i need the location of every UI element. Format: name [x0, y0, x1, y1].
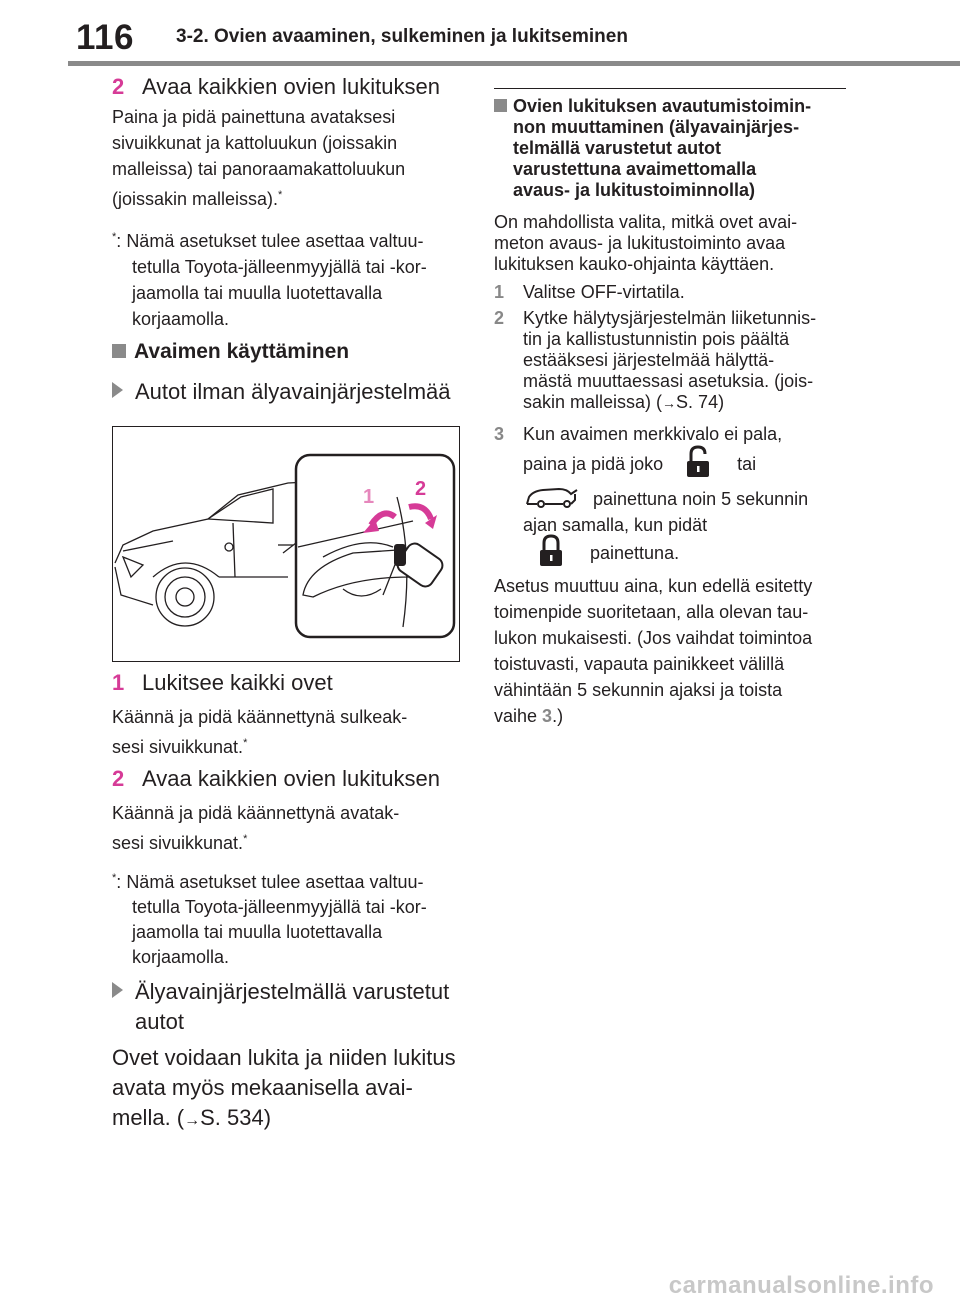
step-title: Avaa kaikkien ovien lukituksen — [142, 74, 440, 99]
body-line: sivuikkunat ja kattoluukun (joissakin — [112, 133, 398, 153]
step-number: 2 — [112, 74, 125, 99]
right-step-3-line5 — [538, 534, 838, 572]
body-line: paina ja pidä joko — [523, 453, 664, 474]
body-line: On mahdollista valita, mitkä ovet avai- — [494, 212, 798, 232]
body-line: tai — [737, 453, 757, 474]
body-line: toimenpide suoritetaan, alla olevan tau- — [494, 602, 809, 622]
footnote-marker: * — [112, 872, 117, 884]
body-line: sesi sivuikkunat. — [112, 737, 244, 757]
step-2-body-top — [112, 104, 472, 212]
footnote-line: korjaamolla. — [132, 947, 230, 967]
footnote-line: tetulla Toyota-jälleenmyyjällä tai -kor- — [132, 897, 427, 917]
body-line: Paina ja pidä painettuna avataksesi — [112, 107, 396, 127]
step-1-body — [112, 704, 472, 760]
car-back-door-icon — [523, 484, 579, 515]
right-step-3 — [494, 424, 854, 445]
right-final-paragraph — [494, 573, 856, 729]
subsection-text: Älyavainjärjestelmällä varustetut — [135, 979, 450, 1004]
footnote-line: Nämä asetukset tulee asettaa valtuu- — [126, 872, 424, 892]
step-title: Avaa kaikkien ovien lukituksen — [142, 766, 440, 791]
step-1-heading — [112, 668, 333, 698]
step-reference: 3 — [542, 706, 553, 726]
body-line: meton avaus- ja lukitustoiminto avaa — [494, 233, 786, 253]
footnote-line: tetulla Toyota-jälleenmyyjällä tai -kor- — [132, 257, 427, 277]
square-bullet-icon — [494, 99, 507, 112]
body-line: vähintään 5 sekunnin ajaksi ja toista — [494, 680, 783, 700]
step-2-body — [112, 800, 472, 856]
footnote-marker: * — [243, 833, 248, 845]
heading-line: varustettuna avaimettomalla — [513, 159, 757, 179]
body-line: mella. ( — [112, 1105, 185, 1130]
footnote-marker: * — [243, 737, 248, 749]
body-line: Kytke hälytysjärjestelmän liiketunnis- — [523, 308, 817, 328]
arrow-icon: → — [662, 395, 677, 411]
heading-line: Ovien lukituksen avautumistoimin- — [513, 96, 812, 116]
step-number: 2 — [494, 308, 505, 328]
page-reference-link[interactable]: S. 534) — [200, 1105, 272, 1130]
arrow-icon: → — [184, 1112, 201, 1129]
page-number: 116 — [76, 18, 134, 57]
right-intro — [494, 212, 854, 275]
footnote-line: korjaamolla. — [132, 309, 230, 329]
body-line: Asetus muuttuu aina, kun edellä esitetty — [494, 576, 813, 596]
watermark: carmanualsonline.info — [668, 1272, 934, 1299]
footnote-colon: : — [116, 231, 122, 251]
body-line: lukituksen kauko-ohjainta käyttäen. — [494, 254, 775, 274]
body-line: estääksesi järjestelmää hälyttä- — [523, 350, 775, 370]
step-title: Lukitsee kaikki ovet — [142, 670, 333, 695]
body-line: lukon mukaisesti. (Jos vaihdat toimintoa — [494, 628, 813, 648]
body-line: toistuvasti, vapauta painikkeet välillä — [494, 654, 785, 674]
header-rule — [68, 61, 960, 66]
triangle-bullet-icon — [112, 382, 123, 398]
body-line: Valitse OFF-virtatila. — [523, 282, 685, 302]
subsection-heading-1 — [112, 377, 451, 407]
body-line: (joissakin malleissa). — [112, 189, 279, 209]
body-line: Käännä ja pidä käännettynä avatak- — [112, 803, 400, 823]
right-step-1 — [494, 282, 854, 303]
heading-line: non muuttaminen (älyavainjärjes- — [513, 117, 800, 137]
footnote-marker: * — [112, 231, 117, 243]
step-number: 1 — [494, 282, 505, 302]
body-line: sesi sivuikkunat. — [112, 833, 244, 853]
square-bullet-icon — [112, 344, 126, 358]
heading-line: telmällä varustetut autot — [513, 138, 722, 158]
figure-label-2: 2 — [415, 478, 427, 500]
body-line: Ovet voidaan lukita ja niiden lukitus — [112, 1045, 456, 1070]
unlock-icon — [685, 445, 713, 484]
step-2-heading — [112, 764, 440, 794]
footnote-2 — [112, 866, 472, 970]
body-line: tin ja kallistustunnistin pois päältä — [523, 329, 790, 349]
step-number: 3 — [494, 424, 505, 444]
right-step-3-line2 — [523, 446, 853, 482]
page-reference-link[interactable]: S. 74) — [676, 392, 725, 412]
column-rule — [494, 88, 846, 89]
body-line: .) — [552, 706, 564, 726]
subsection-heading-2 — [112, 977, 449, 1037]
body-line: mästä muuttaessasi asetuksia. (jois- — [523, 371, 814, 391]
body-line: malleissa) tai panoraamakattoluukun — [112, 159, 406, 179]
footnote-line: jaamolla tai muulla luotettavalla — [132, 922, 383, 942]
body-line: ajan samalla, kun pidät — [523, 515, 708, 535]
footnote-line: jaamolla tai muulla luotettavalla — [132, 283, 383, 303]
footnote-marker: * — [278, 189, 283, 201]
footnote-colon: : — [116, 872, 122, 892]
car-door-key-illustration — [113, 427, 458, 660]
body-line: painettuna noin 5 sekunnin — [593, 489, 809, 509]
closing-paragraph — [112, 1043, 482, 1136]
key-figure — [112, 426, 460, 662]
figure-label-1: 1 — [363, 486, 375, 508]
body-line: vaihe — [494, 706, 543, 726]
subsection-text: autot — [135, 1009, 184, 1034]
body-line: painettuna. — [590, 542, 680, 563]
step-number: 1 — [112, 670, 125, 695]
body-line: Käännä ja pidä käännettynä sulkeak- — [112, 707, 408, 727]
subsection-text: Autot ilman älyavainjärjestelmää — [135, 379, 451, 404]
lock-icon — [538, 534, 564, 573]
section-heading — [112, 340, 349, 364]
heading-line: avaus- ja lukitustoiminnolla) — [513, 180, 756, 200]
footnote-line: Nämä asetukset tulee asettaa valtuu- — [126, 231, 424, 251]
footnote-1 — [112, 224, 472, 332]
body-line: avata myös mekaanisella avai- — [112, 1075, 413, 1100]
body-line: Kun avaimen merkkivalo ei pala, — [523, 424, 783, 444]
right-step-2 — [494, 308, 854, 414]
right-heading — [494, 96, 854, 201]
step-2-heading-top — [112, 72, 440, 102]
section-title: 3-2. Ovien avaaminen, sulkeminen ja lukitseminen — [176, 26, 628, 47]
body-line: sakin malleissa) ( — [523, 392, 663, 412]
right-step-3-line3 — [523, 484, 853, 536]
step-number: 2 — [112, 766, 125, 791]
triangle-bullet-icon — [112, 982, 123, 998]
section-heading-text: Avaimen käyttäminen — [134, 340, 350, 363]
